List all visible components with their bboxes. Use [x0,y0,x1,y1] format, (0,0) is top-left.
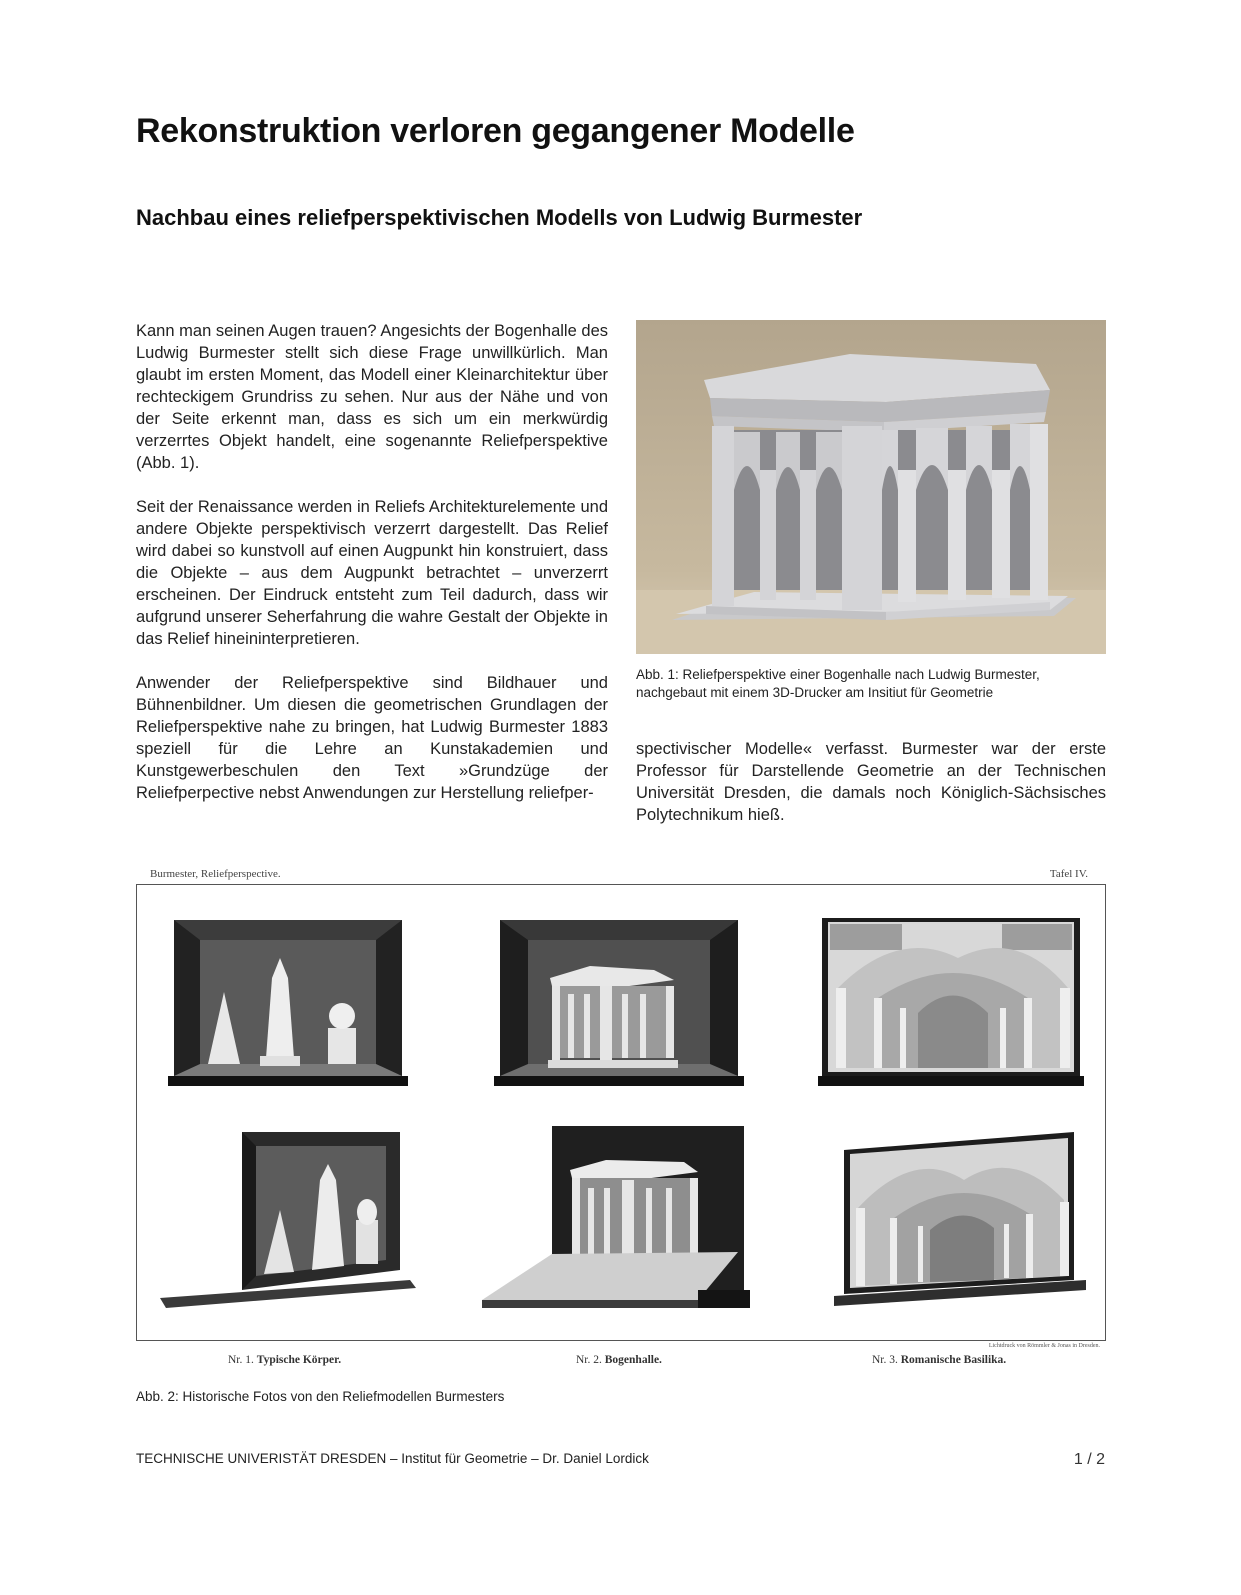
plate-label-2-name: Bogenhalle. [604,1354,662,1366]
plate-label-1-num: Nr. 1. [228,1354,254,1366]
paragraph-1: Kann man seinen Augen trauen? Angesichts der Bogenhalle des Ludwig Burmester stellt sich diese Frage unwillkürlich. Man glaubt im ersten Moment, das Modell einer Kleinarchitektur über rechteckigem Grundriss zu sehen. Nur aus der Nähe und von der Seite erkennt man, dass es sich um ein merkwürdig verzerrtes Objekt handelt, eine sogenannte Reliefperspektive (Abb. 1). [136,322,608,472]
plate-printer-note: Lichtdruck von Römmler & Jonas in Dresden. [988,1343,1100,1349]
panel-typische-koerper-front [168,918,408,1088]
paragraph-3: Anwender der Reliefperspektive sind Bildhauer und Bühnenbildner. Um diesen die geometrischen Grundlagen der Reliefperspektive nahe zu bringen, hat Ludwig Burmester 1883 speziell für die Lehre an Kunstakademien und Kunstgewerbeschulen den Text »Grundzüge der Reliefperpective nebst Anwendungen zur Herstellung reliefper- [136,674,608,802]
plate-header-left: Burmester, Reliefperspective. [150,868,281,880]
figure-1-caption-line-2: nachgebaut mit einem 3D-Drucker am Insitiut für Geometrie [636,685,994,700]
arch-hall-model-illustration [636,320,1106,654]
figure-2-caption: Abb. 2: Historische Fotos von den Reliefmodellen Burmesters [136,1389,505,1404]
body-column-right [636,738,1106,826]
page-title: Rekonstruktion verloren gegangener Modelle [136,112,855,150]
plate-label-2 [576,1354,662,1366]
panel-basilika-front [818,918,1084,1088]
body-column-left [136,320,608,804]
figure-1-photo [636,320,1106,654]
panel-typische-koerper-side [160,1120,420,1310]
plate-label-3 [872,1354,1006,1366]
plate-label-1 [228,1354,341,1366]
page-number: 1 / 2 [1073,1451,1105,1468]
panel-basilika-side [834,1130,1086,1310]
page-footer: TECHNISCHE UNIVERISTÄT DRESDEN – Institut für Geometrie – Dr. Daniel Lordick [136,1451,649,1466]
plate-label-3-num: Nr. 3. [872,1354,898,1366]
plate-label-3-name: Romanische Basilika. [900,1354,1007,1366]
figure-1-caption [636,666,1106,702]
paragraph-3-continuation: spectivischer Modelle« verfasst. Burmester war der erste Professor für Darstellende Geometrie an der Technischen Universität Dresden, die damals noch Königlich-Sächsisches Polytechnikum hieß. [636,740,1106,824]
page-subtitle: Nachbau eines reliefperspektivischen Modells von Ludwig Burmester [136,205,863,230]
paragraph-2: Seit der Renaissance werden in Reliefs Architekturelemente und andere Objekte perspektivisch verzerrt dargestellt. Das Relief wird dabei so kunstvoll auf einen Augpunkt hin konstruiert, dass die Objekte – aus dem Augpunkt betrachtet – unverzerrt erscheinen. Der Eindruck entsteht zum Teil dadurch, dass wir aufgrund unserer Seherfahrung die wahre Gestalt der Objekte in das Relief hineininterpretieren. [136,498,608,648]
plate-header-right: Tafel IV. [1049,868,1088,880]
figure-2-plate [136,858,1106,1378]
plate-label-2-num: Nr. 2. [576,1354,602,1366]
panel-bogenhalle-front [494,918,744,1088]
plate-label-1-name: Typische Körper. [256,1354,342,1366]
figure-1-caption-line-1: Abb. 1: Reliefperspektive einer Bogenhalle nach Ludwig Burmester, [636,667,1040,682]
panel-bogenhalle-side [476,1124,756,1310]
